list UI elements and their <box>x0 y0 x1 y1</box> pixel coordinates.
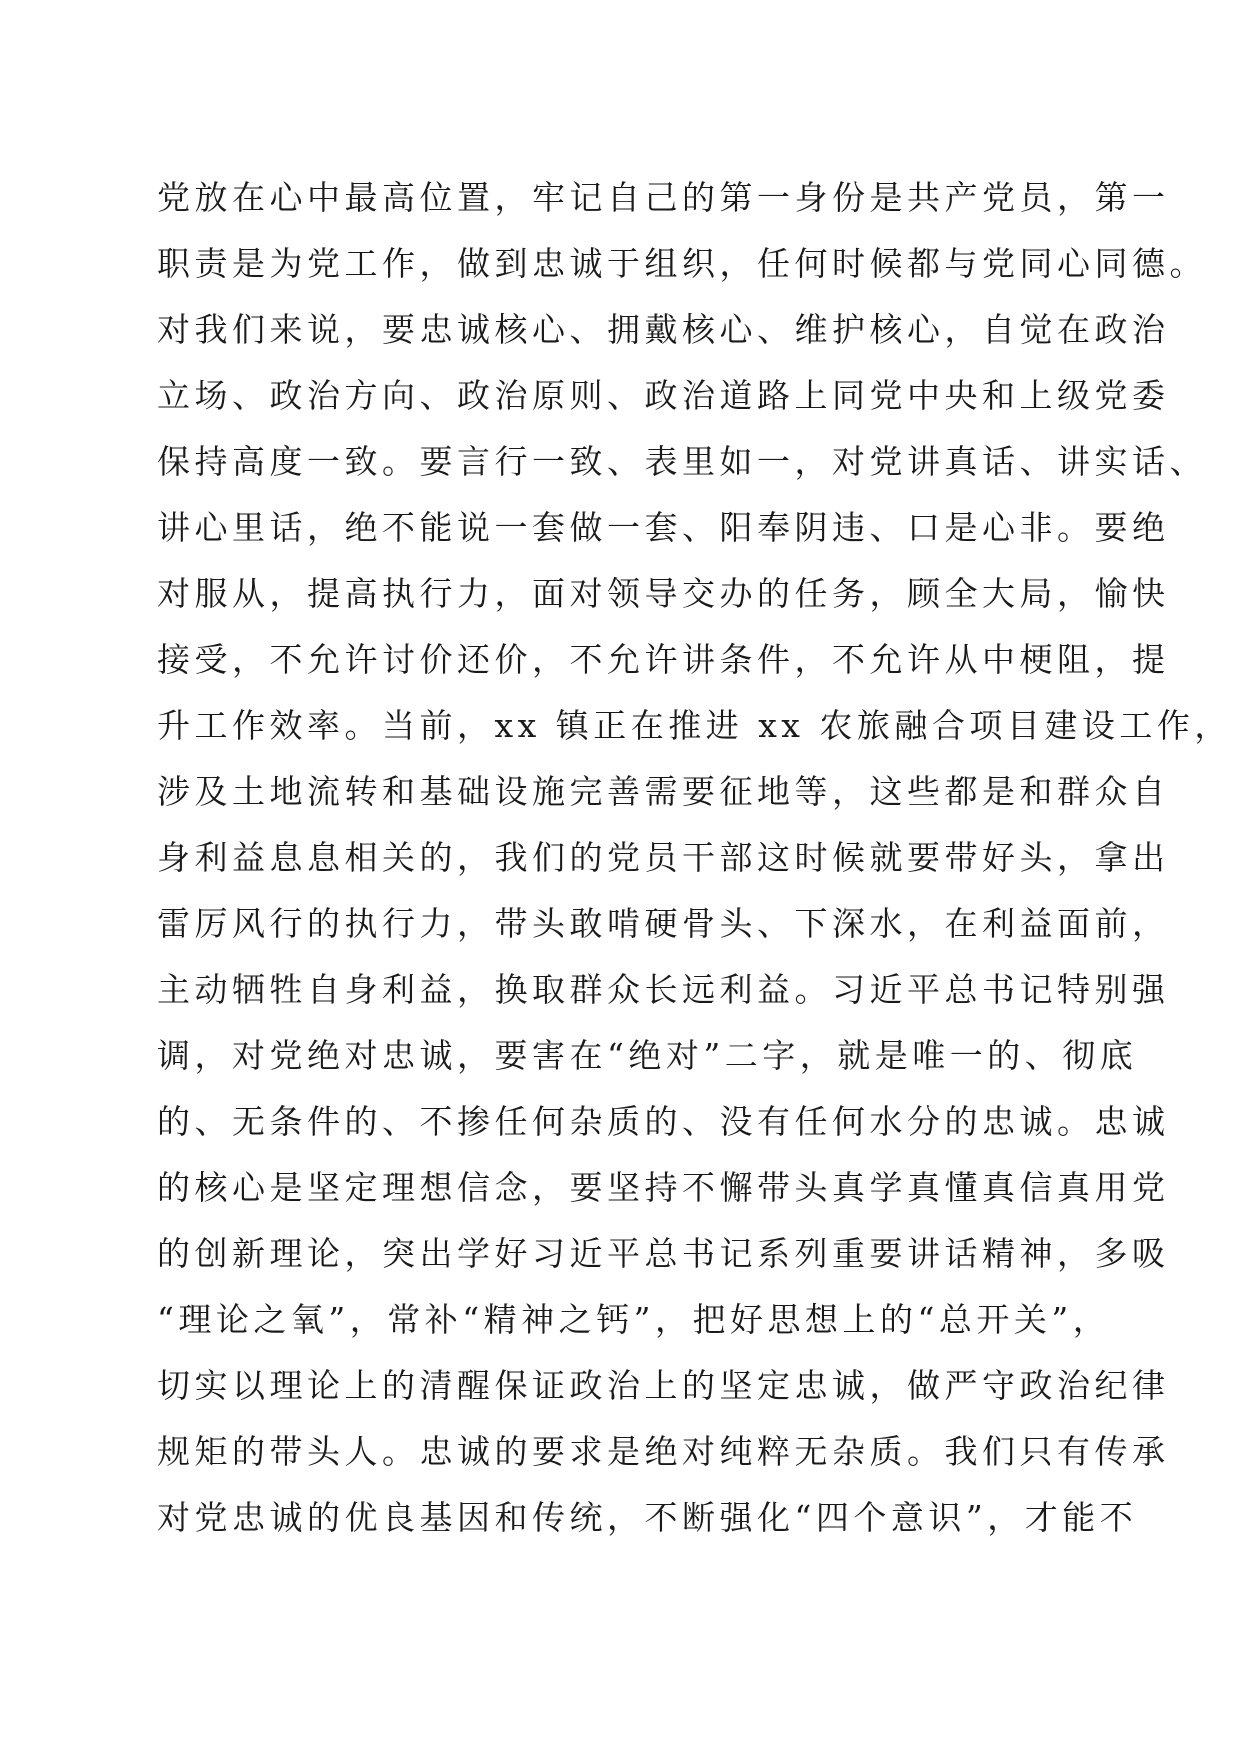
text-line: 切实以理论上的清醒保证政治上的坚定忠诚，做严守政治纪律 <box>157 1366 1170 1405</box>
text-line: 党放在心中最高位置，牢记自己的第一身份是共产党员，第一 <box>157 178 1170 217</box>
text-line: 对服从，提高执行力，面对领导交办的任务，顾全大局，愉快 <box>157 574 1170 613</box>
text-line: 职责是为党工作，做到忠诚于组织，任何时候都与党同心同德。 <box>157 244 1207 283</box>
text-line: 接受，不允许讨价还价，不允许讲条件，不允许从中梗阻，提 <box>157 640 1170 679</box>
text-line: 讲心里话，绝不能说一套做一套、阳奉阴违、口是心非。要绝 <box>157 508 1170 547</box>
text-line: 调，对党绝对忠诚，要害在“绝对”二字，就是唯一的、彻底 <box>157 1036 1138 1075</box>
text-line: “理论之氧”，常补“精神之钙”，把好思想上的“总开关”， <box>157 1300 1111 1339</box>
text-line: 雷厉风行的执行力，带头敢啃硬骨头、下深水，在利益面前， <box>157 904 1170 943</box>
text-line: 保持高度一致。要言行一致、表里如一，对党讲真话、讲实话、 <box>157 442 1207 481</box>
text-line: 身利益息息相关的，我们的党员干部这时候就要带好头，拿出 <box>157 838 1170 877</box>
text-line: 对党忠诚的优良基因和传统，不断强化“四个意识”，才能不 <box>157 1498 1138 1537</box>
text-line: 升工作效率。当前，xx 镇正在推进 xx 农旅融合项目建设工作， <box>157 706 1232 745</box>
text-line: 的、无条件的、不掺任何杂质的、没有任何水分的忠诚。忠诚 <box>157 1102 1170 1141</box>
text-line: 对我们来说，要忠诚核心、拥戴核心、维护核心，自觉在政治 <box>157 310 1170 349</box>
text-line: 立场、政治方向、政治原则、政治道路上同党中央和上级党委 <box>157 376 1170 415</box>
text-line: 规矩的带头人。忠诚的要求是绝对纯粹无杂质。我们只有传承 <box>157 1432 1170 1471</box>
body-paragraph <box>157 165 1232 1551</box>
text-line: 主动牺牲自身利益，换取群众长远利益。习近平总书记特别强 <box>157 970 1170 1009</box>
text-line: 的创新理论，突出学好习近平总书记系列重要讲话精神，多吸 <box>157 1234 1170 1273</box>
text-line: 涉及土地流转和基础设施完善需要征地等，这些都是和群众自 <box>157 772 1170 811</box>
text-line: 的核心是坚定理想信念，要坚持不懈带头真学真懂真信真用党 <box>157 1168 1170 1207</box>
